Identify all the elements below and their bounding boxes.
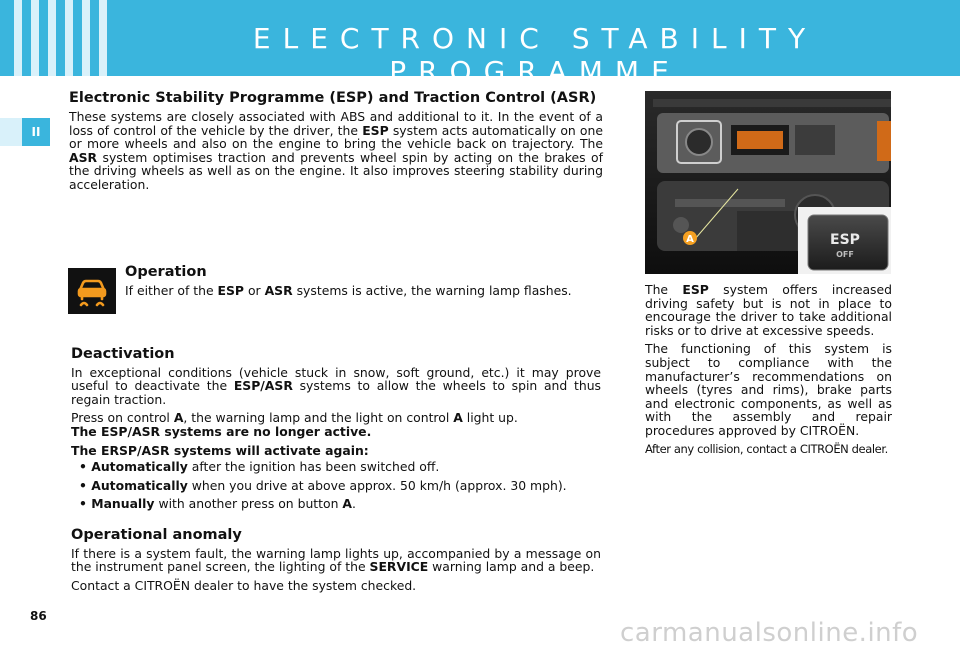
page-number: 86 xyxy=(30,609,47,623)
esp-off-label: OFF xyxy=(836,250,854,259)
stripe xyxy=(99,0,107,76)
section-tab: II xyxy=(22,118,50,146)
deactivation-heading: Deactivation xyxy=(71,346,175,362)
anomaly-section xyxy=(71,529,601,597)
right-text-3: After any collision, contact a CITROËN dealer. xyxy=(645,441,888,456)
skid-warning-icon xyxy=(68,268,116,314)
stripe xyxy=(48,0,56,76)
section-bar xyxy=(0,118,22,146)
stripe xyxy=(82,0,90,76)
esp-button-label: ESP xyxy=(830,232,860,248)
right-column xyxy=(645,283,892,461)
deactivation-text-2: Press on control A, the warning lamp and the light on control A light up. The ESP/ASR systems are no longer active. xyxy=(71,410,518,439)
watermark: carmanualsonline.info xyxy=(620,618,919,648)
callout-label: A xyxy=(686,234,694,245)
operation-text: If either of the ESP or ASR systems is active, the warning lamp flashes. xyxy=(125,282,572,298)
header-stripes xyxy=(0,0,110,76)
stripe xyxy=(65,0,73,76)
dashboard-photo xyxy=(645,91,891,274)
reactivate-heading: The ERSP/ASR systems will activate again: xyxy=(71,442,369,458)
intro-text: These systems are closely associated with ABS and additional to it. In the event of a loss of control of the vehicle by the driver, the ESP system acts automatically on one or more wheels and also on the engine to bring the vehicle back on trajectory. The ASR system optimises traction and prevents wheel spin by acting on the brakes of the driving wheels as well as on the engine. It also improves steering stability during acceleration. xyxy=(69,109,603,192)
intro-section xyxy=(69,90,603,197)
bullet-item: • Automatically when you drive at above approx. 50 km/h (approx. 30 mph). xyxy=(79,477,567,493)
page-title: ELECTRONIC STABILITY PROGRAMME xyxy=(252,22,818,88)
deactivation-section xyxy=(71,348,601,516)
intro-heading: Electronic Stability Programme (ESP) and Traction Control (ASR) xyxy=(69,90,597,106)
right-text-2: The functioning of this system is subject to compliance with the manufacturer’s recommendations on wheels (tyres and rims), brake parts and electronic components, as well as with the assembly and repair procedures approved by CITROËN. xyxy=(645,341,892,438)
bullet-item: • Automatically after the ignition has been switched off. xyxy=(79,459,440,475)
bullet-item: • Manually with another press on button A. xyxy=(79,496,356,512)
anomaly-text-1: If there is a system fault, the warning lamp lights up, accompanied by a message on the instrument panel screen, the lighting of the SERVICE warning lamp and a beep. xyxy=(71,545,601,575)
operation-section xyxy=(125,266,601,302)
operation-heading: Operation xyxy=(125,264,207,280)
stripe xyxy=(14,0,22,76)
anomaly-text-2: Contact a CITROËN dealer to have the system checked. xyxy=(71,577,417,593)
header-bar xyxy=(0,0,960,88)
right-text-1: The ESP system offers increased driving safety but is not in place to encourage the driver to take additional risks or to drive at excessive speeds. xyxy=(645,282,892,338)
stripe xyxy=(31,0,39,76)
anomaly-heading: Operational anomaly xyxy=(71,527,242,543)
deactivation-text-1: In exceptional conditions (vehicle stuck in snow, soft ground, etc.) it may prove useful to deactivate the ESP/ASR systems to allow the wheels to spin and thus regain traction. xyxy=(71,364,602,407)
